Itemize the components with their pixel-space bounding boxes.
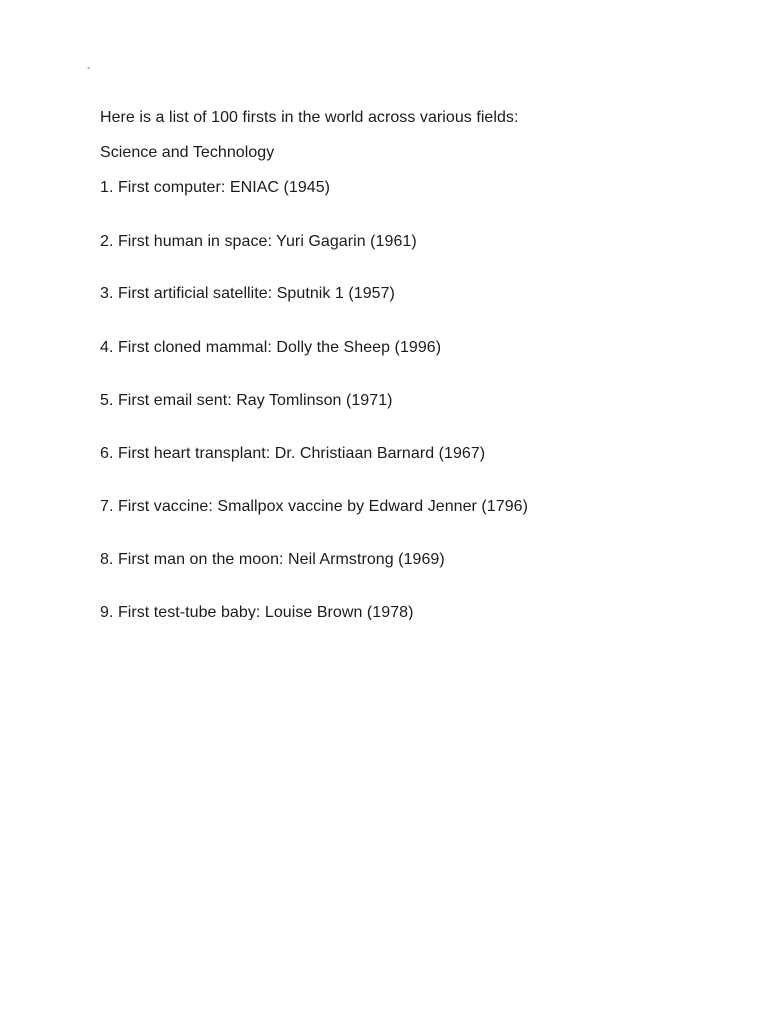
list-item: 1. First computer: ENIAC (1945) [100, 179, 331, 196]
list-item: 2. First human in space: Yuri Gagarin (1961) [100, 233, 417, 250]
list-item: 7. First vaccine: Smallpox vaccine by Edward Jenner (1796) [100, 498, 528, 515]
section-heading: Science and Technology [100, 144, 275, 161]
list-item: 6. First heart transplant: Dr. Christiaan Barnard (1967) [100, 445, 486, 462]
intro-text: Here is a list of 100 firsts in the world across various fields: [100, 109, 519, 126]
list-item: 9. First test-tube baby: Louise Brown (1978) [100, 604, 414, 620]
stray-mark: ´ [87, 65, 91, 79]
list-item: 5. First email sent: Ray Tomlinson (1971) [100, 392, 393, 409]
list-item: 4. First cloned mammal: Dolly the Sheep (1996) [100, 339, 442, 356]
list-item: 3. First artificial satellite: Sputnik 1 (1957) [100, 285, 395, 302]
list-item: 8. First man on the moon: Neil Armstrong (1969) [100, 551, 445, 568]
